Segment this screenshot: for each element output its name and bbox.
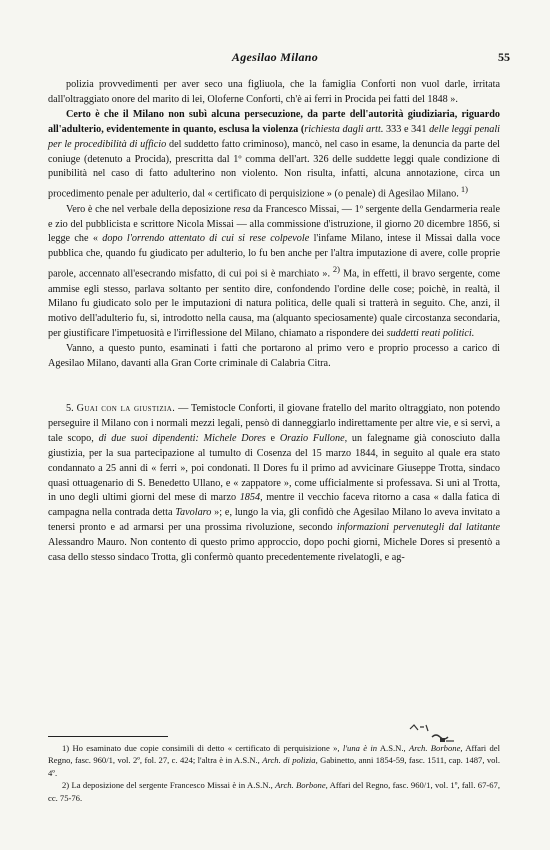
paragraph-3 [48,203,500,343]
paragraph-2-text-c: del suddetto fatto criminoso), mancò, nel caso in esame, la denuncia da parte del coniuge (detenuto a Procida), prescritta dal 1º comma dell'art. 326 delle suddette leggi quale condizione di punibilità nel caso di fatto adulterino non violento. Non risulta, infatti, alcuna annotazione, circa un procedimento penale per adulterio, dal « certificato di perquisizione » (o penale) di Agesilao Milano. [48,138,501,200]
section-5-text-a: — Temistocle Conforti, il giovane fratello del marito oltraggiato, non potendo perseguire il Milano con i normali mezzi legali, pensò di danneggiarlo indirettamente per altre vie, e si servì, a tale scopo, [48,403,501,444]
section-5-italic-e: informazioni pervenutegli dal latitante [336,522,500,534]
section-5-paragraph [48,402,500,566]
paragraph-2 [48,108,500,203]
section-5-text-e: »; e, lungo la via, gli confidò che Agesilao Milano lo aveva invitato a tenersi pronto e ad armarsi per una prossima rivoluzione, secondo [48,507,500,534]
paragraph-1: polizia provvedimenti per aver seco una figliuola, che la famiglia Conforti non vuol darle, irritata dall'oltraggiato onore del marito di lei, Oloferne Conforti, ch'è ai ferri in Procida pei fatti del 1848 ». [48,79,500,105]
page-number: 55 [498,50,510,64]
paragraph-3-italic-a: resa [233,203,251,215]
paragraph-3-text-a: Vero è che nel verbale della deposizione [66,203,234,215]
paragraph-2-italic-b: delle leggi penali per le procedibilità di ufficio [48,123,500,150]
body-text [48,78,500,566]
paragraph-3-text-b: da Francesco Missai, — 1º sergente della Gendarmeria reale e zio del pubblicista e scrittore Nicola Missai — alla commissione d'istruzione, il giorno 20 dicembre 1856, si legge che « [48,203,500,245]
paragraph-4: Vanno, a questo punto, esaminati i fatti che portarono al primo vero e proprio processo a carico di Agesilao Milano, davanti alla Gran Corte criminale di Calabria Citra. [48,343,500,370]
footnote-1-text-d: Gabinetto, anni 1854-59, fasc. 1511, cap. 1487, vol. 4º. [48,755,501,778]
paragraph-2-italic-a: richiesta dagli artt. [304,123,384,135]
footnote-2 [48,779,500,804]
paragraph-3-italic-b: dopo l'orrendo attentato di cui si rese colpevole [102,233,310,245]
section-5-italic-a: di due suoi dipendenti: Michele Dores [98,432,266,444]
section-5-italic-c: 1854, [239,492,263,504]
footnote-1-italic-a: l'una è in [342,743,378,753]
footnote-ref-2[interactable]: 2) [330,264,340,275]
section-5-text-f: Alessandro Mauro. Non contento di questo primo approccio, dopo pochi giorni, Michele Dores si presentò a casa dello stesso sindaco Trotta, gli confermò quanto precedentemente rivelatogli, e ag- [48,537,500,564]
section-heading: Guai con la giustizia. [76,403,176,414]
footnote-1 [48,742,500,779]
paragraph-3-text-c: l'infame Milano, intese il Missai dalla voce pubblica che, quando fu giudicato per adulterio, lo fu ben anche per l'altra imputazione di avere, colle proprie parole, accennato all'esecrando misfatto, di cui poi si è marchiato ». [48,233,500,280]
section-5-italic-b: Orazio Fullone, [279,432,348,444]
footnote-ref-1[interactable]: 1) [458,184,468,195]
section-5-italic-d: Tavolaro [175,507,212,519]
footnote-divider [48,736,168,737]
footnote-1-text-b: A.S.N., [377,743,409,753]
paragraph-3-text-d: Ma, in effetti, il bravo sergente, come ammise egli stesso, parlava soltanto per sentito dire, confondendo l'ordine delle cose; poichè, in realtà, il Milano fu giudicato solo per le imputazioni di natura politica, delle quali si tratterà in seguito. Che, anzi, il motivo dell'adulterio fu, si, introdotto nella causa, ma (alquanto speciosamente) quale circostanza secondaria, per giustificare l'impetuosità e l'irriflessione del Milano, chiamato a rispondere dei [48,268,500,340]
footnote-1-text-c: Affari del Regno, fasc. 960/1, vol. 2º, fol. 27, c. 424; l'altra è in A.S.N., [48,743,500,766]
footnote-2-text-a: 2) La deposizione del sergente Francesco Missai è in A.S.N., [62,780,276,791]
paragraph-2-text-a: Certo è che il Milano non subì alcuna persecuzione, da parte dell'autorità giudiziaria, riguardo all'adulterio, evidentemente in quanto, esclusa la violenza ( [48,108,500,135]
footnote-2-text-b: Affari del Regno, fasc. 960/1, vol. 1º, fall. 67-67, cc. 75-76. [48,780,501,803]
footnote-1-italic-c: Arch. di polizia, [262,755,318,766]
section-number: 5. [66,403,77,414]
running-title: Agesilao Milano [231,50,319,64]
section-5-text-b: e [265,432,280,444]
footnote-2-italic-a: Arch. Borbone, [275,780,328,791]
paragraph-3-italic-d: suddetti reati politici. [386,328,475,340]
footnote-1-text-a: 1) Ho esaminato due copie consimili di detto « certificato di perquisizione », [62,743,343,753]
paragraph-2-text-b: 333 e 341 [383,123,430,135]
section-5-text-c: un falegname già conosciuto dalla giustizia, per la sua partecipazione al tumulto di Cosenza del 15 marzo 1844, in seguito al quale era stato condannato a 25 anni di « ferri », poi condonati. Il Dores fu il primo ad avvicinare Giuseppe Trotta, sindaco quasi ottuagenario di S. Benedetto Ullano, e « zappatore », come ufficialmente si professava. Si unì al Trotta, in uno degli ultimi giorni del mese di marzo [48,432,500,504]
running-head [0,50,550,66]
footnote-1-italic-b: Arch. Borbone, [408,743,463,753]
section-5-text-d: mentre il vecchio faceva ritorno a casa « dalla fatica di campagna nella contrada detta [48,492,500,519]
footnotes [48,742,500,804]
